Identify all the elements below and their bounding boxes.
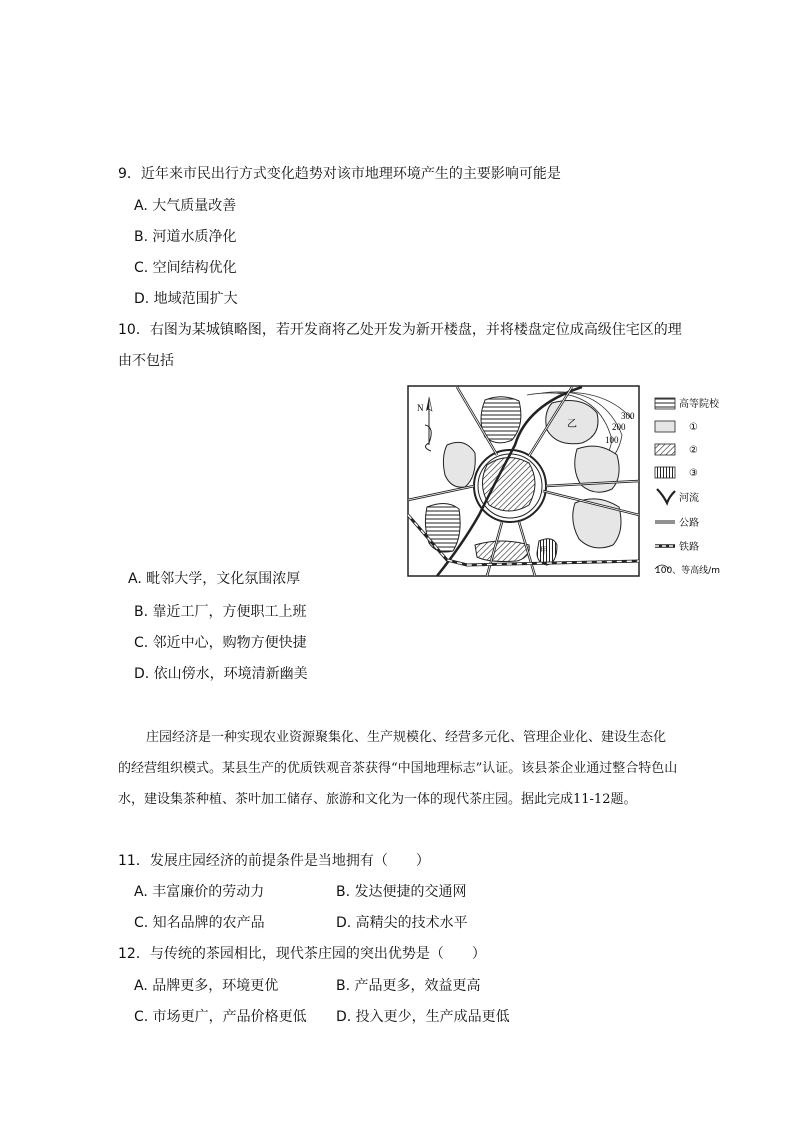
q9-stem: 9．近年来市民出行方式变化趋势对该市地理环境产生的主要影响可能是 [118, 166, 561, 182]
legend-3: ③ [689, 468, 698, 479]
legend-road: 公路 [679, 518, 699, 529]
contour-200-label: 200 [612, 422, 626, 432]
q9-option-a: A. 大气质量改善 [134, 198, 237, 214]
place-yi-label: 乙 [567, 419, 577, 430]
contour-100-label: 100 [605, 435, 619, 445]
q12-option-d: D. 投入更少，生产成品更低 [336, 1009, 510, 1025]
q12-stem: 12．与传统的茶园相比，现代茶庄园的突出优势是（ ） [118, 946, 486, 962]
q11-option-d: D. 高精尖的技术水平 [336, 915, 468, 931]
q10-option-b: B. 靠近工厂，方便职工上班 [134, 604, 307, 620]
legend-railway: 铁路 [679, 542, 699, 553]
q10-option-c: C. 邻近中心，购物方便快捷 [134, 635, 307, 651]
q10-option-a: A. 毗邻大学，文化氛围浓厚 [128, 571, 301, 587]
river-legend-icon [657, 489, 675, 503]
q12-option-a: A. 品牌更多，环境更优 [134, 978, 279, 994]
q11-option-a: A. 丰富廉价的劳动力 [134, 884, 265, 900]
q10-stem-line2: 由不包括 [118, 353, 174, 369]
map-legend [655, 397, 720, 576]
legend-2: ② [689, 445, 698, 456]
legend-river: 河流 [679, 493, 699, 504]
legend-university: 高等院校 [679, 399, 719, 410]
town-map-figure [407, 385, 737, 581]
q9-option-b: B. 河道水质净化 [134, 229, 237, 245]
passage-text: 庄园经济是一种实现农业资源聚集化、生产规模化、经营多元化、管理企业化、建设生态化的经营组织模式。某县生产的优质铁观音茶获得“中国地理标志”认证。该县茶企业通过整合特色山水，建设集茶种植、茶叶加工储存、旅游和文化为一体的现代茶庄园。据此完成11-12题。 [118, 730, 678, 807]
north-label: N [417, 403, 424, 413]
legend-1: ① [689, 422, 698, 433]
q10-option-d: D. 依山傍水，环境清新幽美 [134, 666, 308, 682]
q11-option-c: C. 知名品牌的农产品 [134, 915, 265, 931]
q9-option-d: D. 地域范围扩大 [134, 291, 238, 307]
reading-passage [118, 722, 678, 815]
q11-option-b: B. 发达便捷的交通网 [336, 884, 467, 900]
place-jia-label: 甲 [540, 546, 548, 555]
legend-contour: 100、等高线/m [655, 566, 720, 576]
q10-stem-line1: 10．右图为某城镇略图，若开发商将乙处开发为新开楼盘，并将楼盘定位成高级住宅区的理 [118, 322, 682, 338]
q12-option-b: B. 产品更多，效益更高 [336, 978, 481, 994]
q9-option-c: C. 空间结构优化 [134, 260, 237, 276]
q11-stem: 11．发展庄园经济的前提条件是当地拥有（ ） [118, 853, 430, 869]
contour-300-label: 300 [621, 411, 635, 421]
q12-option-c: C. 市场更广，产品价格更低 [134, 1009, 307, 1025]
